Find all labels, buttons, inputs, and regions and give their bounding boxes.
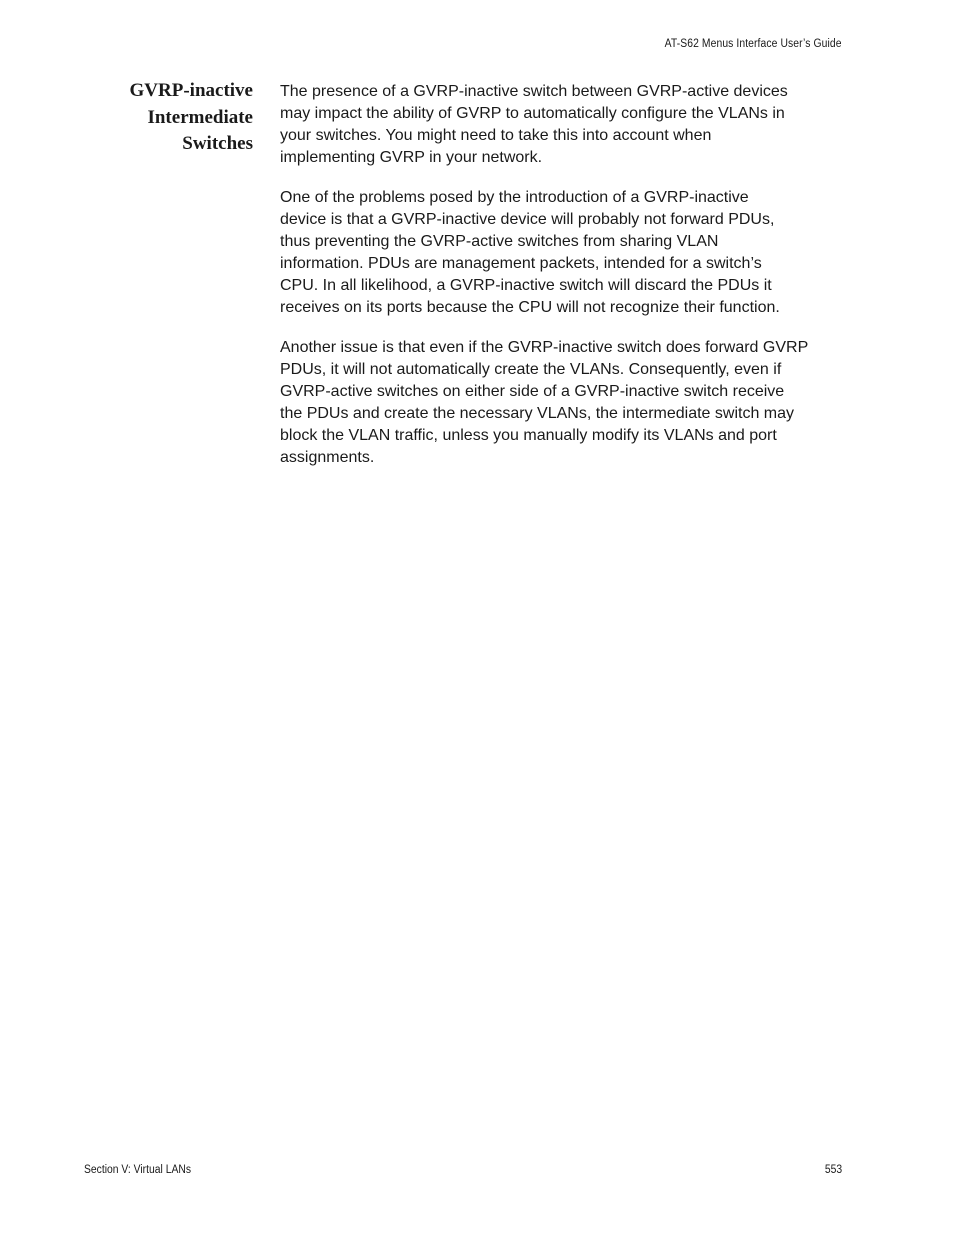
paragraph-line: your switches. You might need to take this into account when bbox=[280, 126, 712, 144]
section-heading-line: Intermediate bbox=[147, 106, 253, 128]
running-header-title: AT-S62 Menus Interface User’s Guide bbox=[665, 38, 842, 50]
footer-page-number: 553 bbox=[824, 1164, 842, 1176]
paragraph-2 bbox=[280, 187, 846, 318]
paragraph-line: implementing GVRP in your network. bbox=[280, 148, 543, 166]
footer-section-label: Section V: Virtual LANs bbox=[84, 1164, 192, 1176]
paragraph-line: One of the problems posed by the introduction of a GVRP-inactive bbox=[280, 189, 749, 207]
section-heading bbox=[53, 78, 253, 158]
paragraph-line: device is that a GVRP-inactive device will probably not forward PDUs, bbox=[280, 211, 775, 229]
paragraph-3 bbox=[280, 337, 846, 468]
paragraph-line: GVRP-active switches on either side of a GVRP-inactive switch receive bbox=[280, 382, 785, 400]
section-heading-line: Switches bbox=[182, 133, 253, 154]
paragraph-line: receives on its ports because the CPU will not recognize their function. bbox=[280, 298, 780, 316]
body-text bbox=[280, 81, 846, 487]
section-heading-line: GVRP-inactive bbox=[129, 80, 253, 101]
paragraph-line: Another issue is that even if the GVRP-inactive switch does forward GVRP bbox=[280, 339, 809, 357]
paragraph-line: may impact the ability of GVRP to automatically configure the VLANs in bbox=[280, 104, 785, 122]
paragraph-line: the PDUs and create the necessary VLANs, the intermediate switch may bbox=[280, 404, 795, 422]
paragraph-line: thus preventing the GVRP-active switches from sharing VLAN bbox=[280, 232, 719, 250]
paragraph-1 bbox=[280, 81, 846, 169]
paragraph-line: information. PDUs are management packets, intended for a switch’s bbox=[280, 254, 762, 272]
paragraph-line: PDUs, it will not automatically create the VLANs. Consequently, even if bbox=[280, 360, 782, 378]
paragraph-line: The presence of a GVRP-inactive switch between GVRP-active devices bbox=[280, 83, 788, 100]
paragraph-line: CPU. In all likelihood, a GVRP-inactive switch will discard the PDUs it bbox=[280, 276, 772, 294]
paragraph-line: block the VLAN traffic, unless you manually modify its VLANs and port bbox=[280, 426, 777, 444]
paragraph-line: assignments. bbox=[280, 448, 375, 466]
